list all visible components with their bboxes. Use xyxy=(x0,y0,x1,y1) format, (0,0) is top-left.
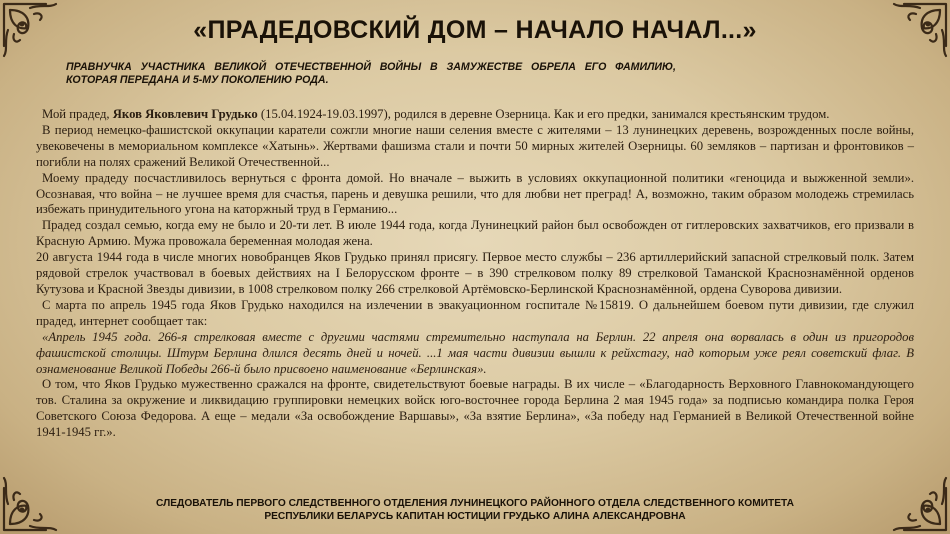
footer-line: СЛЕДОВАТЕЛЬ ПЕРВОГО СЛЕДСТВЕННОГО ОТДЕЛЕНИЯ ЛУНИНЕЦКОГО РАЙОННОГО ОТДЕЛА СЛЕДСТВЕННОГО КОМИТЕТА xyxy=(156,498,794,509)
paragraph: 20 августа 1944 года в числе многих новобранцев Яков Грудько принял присягу. Первое место службы – 236 артиллерийский запасной стрелковый полк. Затем рядовой стрелок участвовал в боевых действиях на I Белорусском фронте – в 390 стрелковом полку 89 стрелковой Таманской Краснознамённой орденов Кутузова и Красной Звезды дивизии, в 1008 стрелковом полку 266 стрелковой Артёмовско-Берлинской Краснознамённой, ордена Суворова дивизии. xyxy=(36,250,914,296)
paragraph: В период немецко-фашистской оккупации каратели сожгли многие наши селения вместе с жителями – 13 лунинецких деревень, возрожденных после войны, увековечены в мемориальном комплексе «Хатынь». Жертвами фашизма стали и почти 50 мирных жителей Озерницы. 60 земляков – партизан и фронтовиков – погибли на полях сражений Великой Отечественной... xyxy=(36,122,914,169)
paragraph: О том, что Яков Грудько мужественно сражался на фронте, свидетельствуют боевые награды. В их числе – «Благодарность Верховного Главнокомандующего тов. Сталина за окружение и ликвидацию группировки немецких войск юго-восточнее города Берлина 2 мая 1945 года» за подписью командира полка Героя Советского Союза Федорова. А еще – медали «За освобождение Варшавы», «За взятие Берлина», «За победу над Германией в Великой Отечественной войне 1941-1945 гг.». xyxy=(36,377,914,440)
paragraph: Мой прадед, Яков Яковлевич Грудько (15.04.1924-19.03.1997), родился в деревне Озерница. Как и его предки, занимался крестьянским трудом. xyxy=(42,107,830,121)
paragraph: Прадед создал семью, когда ему не было и 20-ти лет. В июле 1944 года, когда Лунинецкий район был освобожден от гитлеровских захватчиков, его призвали в Красную Армию. Мужа провожала беременная молодая жена. xyxy=(36,218,914,249)
author-signature xyxy=(0,497,950,523)
quote-paragraph: «Апрель 1945 года. 266-я стрелковая вместе с другими частями стремительно наступала на Берлин. 22 апреля она ворвалась в один из пригородов фашистской столицы. Штурм Берлина длился десять дней и ночей. ...1 мая части дивизии вышли к рейхстагу, над которым уже реял советский флаг. В ознаменование Великой Победы 266-й было присвоено наименование «Берлинская». xyxy=(36,329,914,376)
person-name: Яков Яковлевич Грудько xyxy=(112,107,258,121)
paragraph: Моему прадеду посчастливилось вернуться с фронта домой. Но вначале – выжить в условиях оккупационной политики «геноцида и выжженной земли». Осознавая, что война – не лучшее время для счастья, парень и девушка решили, что для любви нет преград! А, возможно, таким образом молодежь стремилась избежать принудительного угона на каторжный труд в Германию... xyxy=(36,170,914,217)
footer-line: РЕСПУБЛИКИ БЕЛАРУСЬ КАПИТАН ЮСТИЦИИ ГРУДЬКО АЛИНА АЛЕКСАНДРОВНА xyxy=(264,511,686,522)
article-body xyxy=(36,107,914,441)
page-subtitle: ПРАВНУЧКА УЧАСТНИКА ВЕЛИКОЙ ОТЕЧЕСТВЕННОЙ ВОЙНЫ В ЗАМУЖЕСТВЕ ОБРЕЛА ЕГО ФАМИЛИЮ, КОТОРАЯ ПЕРЕДАНА И 5-МУ ПОКОЛЕНИЮ РОДА. xyxy=(66,61,676,86)
page-title: «ПРАДЕДОВСКИЙ ДОМ – НАЧАЛО НАЧАЛ...» xyxy=(193,16,757,44)
paragraph: С марта по апрель 1945 года Яков Грудько находился на излечении в эвакуационном госпитале №15819. О дальнейшем боевом пути дивизии, где служил прадед, интернет сообщает так: xyxy=(36,297,914,328)
